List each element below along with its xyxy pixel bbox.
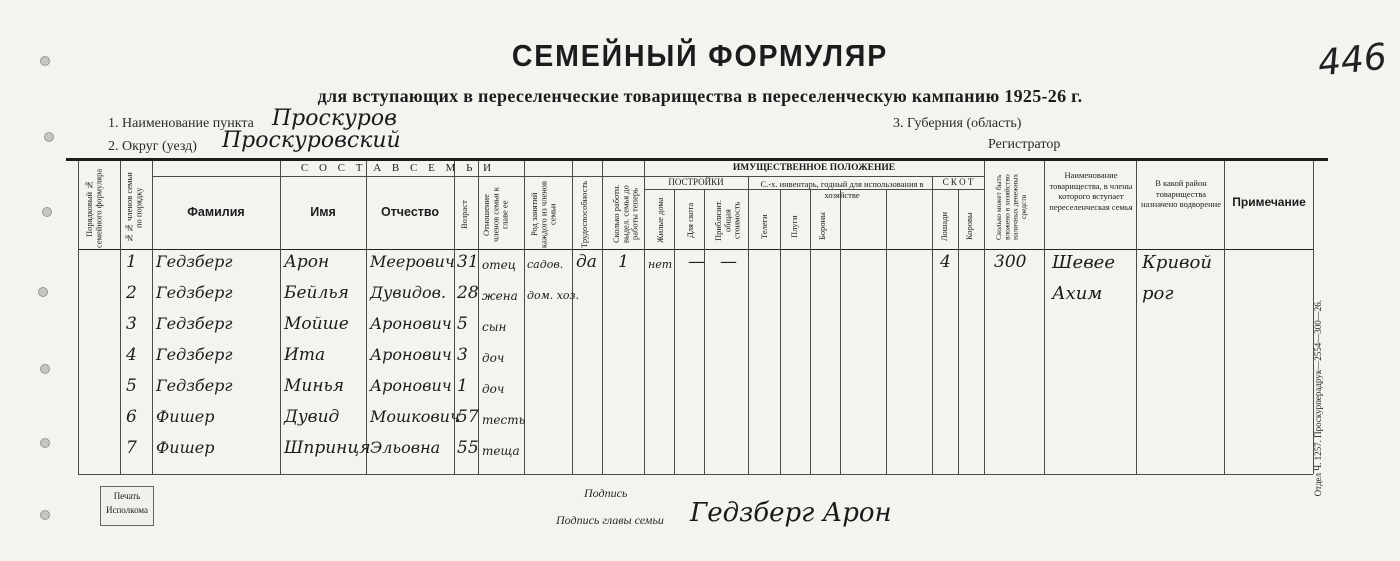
row-surname: Фишер [156,407,215,426]
row-district: рог [1142,283,1174,304]
head-signature-label: Подпись главы семьи [556,513,664,527]
row-surname: Гедзберг [156,376,233,395]
row-relation: сын [482,320,507,334]
item1-value: Проскуров [272,106,397,131]
col-cows-header: Коровы [964,212,974,241]
row-first-name: Бейлья [284,283,349,303]
col-harrows-header: Бороны [817,212,827,241]
row-member-number: 3 [126,314,137,334]
document-title: СЕМЕЙНЫЙ ФОРМУЛЯР [511,38,889,73]
column-divider [78,161,79,474]
row-age: 5 [457,314,468,334]
row-relation: отец [482,258,517,272]
row-patronymic: Мошкович [370,407,460,426]
column-divider [932,176,933,474]
column-divider [886,189,887,474]
row-houses: нет [648,258,673,271]
row-first-name: Ита [284,345,326,365]
row-age: 28 [457,283,479,303]
table-bottom-rule [78,474,1313,475]
col-houses-header: Жилые дома [655,197,665,244]
row-association: Шевее [1052,252,1115,273]
col-relation-header: Отношение членов семьи к главе ее [481,187,510,243]
row-member-number: 4 [126,345,137,365]
item2-value: Проскуровский [222,128,401,153]
row-member-number: 6 [126,407,137,427]
head-signature: Гедзберг Арон [690,498,892,528]
col-money-header: Сколько может быть вложено в хозяйство наличных денежных средств [994,173,1028,241]
column-divider [840,189,841,474]
row-occupation: дом. хоз. [527,289,580,302]
row-first-name: Дувид [284,407,340,427]
row-surname: Гедзберг [156,345,233,364]
row-approx-value: — [720,252,737,272]
column-divider [958,189,959,474]
col-occupation-header: Род занятий каждого из членов семьи [529,180,558,248]
col-approx-header: Приблизит. общая стоимость [713,200,742,241]
column-divider [984,161,985,474]
row-age: 55 [457,438,479,458]
column-divider [1044,161,1045,474]
column-divider [1136,161,1137,474]
col-horses-header: Лошади [939,212,949,241]
punch-hole [42,207,52,217]
row-relation: доч [482,382,505,396]
row-relation: доч [482,351,505,365]
column-divider [602,161,603,474]
punch-hole [44,132,54,142]
row-patronymic: Дувидов. [370,283,447,302]
family-group-rule [152,176,644,177]
printer-note: Отдел Ч. 1257. Проскурперадрук—2554—300—26. [1313,300,1323,497]
livestock-header: С К О Т [942,177,974,187]
punch-hole [40,364,50,374]
col-district-header: В какой район товарищества назначено водворение [1140,178,1221,210]
col-note-header: Примечание [1232,195,1306,209]
row-member-number: 5 [126,376,137,396]
row-relation: тесть [482,413,526,427]
column-divider [454,161,455,474]
row-age: 1 [457,376,468,396]
row-first-name: Арон [284,252,330,272]
row-member-number: 7 [126,438,137,458]
buildings-header: ПОСТРОЙКИ [668,177,724,187]
column-divider [674,189,675,474]
stamp-text: Исполкома [105,504,149,515]
inventory-header: С.-х. инвентарь, годный для использования в хозяйстве [760,179,924,200]
column-divider [572,161,573,474]
row-surname: Гедзберг [156,314,233,333]
col-member-no-header: №№ членов семьи по порядку [124,172,144,244]
item3-label: 3. Губерния (область) [893,116,1022,131]
col-association-header: Наименование товарищества, в члены которого вступает переселенческая семья [1049,170,1133,212]
row-horses: 4 [940,252,951,272]
document-subtitle: для вступающих в переселенческие товарищества в переселенческую кампанию 1925-26 г. [317,86,1083,106]
column-divider [704,189,705,474]
column-divider [810,189,811,474]
row-surname: Гедзберг [156,252,233,271]
col-ploughs-header: Плуги [789,215,799,238]
row-first-name: Мойше [284,314,349,334]
row-relation: теща [482,444,520,458]
table-top-rule [66,158,1328,161]
column-divider [524,161,525,474]
signature-label: Подпись [584,486,628,500]
col-age-header: Возраст [459,200,469,230]
col-patronymic-header: Отчество [380,205,440,219]
stamp-text: Печать [113,491,141,501]
col-ability-header: Трудоспособность [579,180,589,248]
corner-number: 446 [1316,36,1389,85]
row-patronymic: Аронович [370,345,452,364]
row-money: 300 [994,252,1027,272]
row-association: Ахим [1052,283,1103,304]
row-patronymic: Аронович [370,376,452,395]
item1-label: 1. Наименование пункта [108,116,254,131]
col-order-header: Порядковый № семейного формуляра [84,168,104,248]
column-divider [644,161,645,474]
column-divider [780,189,781,474]
row-age: 57 [457,407,479,427]
row-age: 31 [457,252,479,272]
col-carts-header: Телеги [759,214,769,239]
row-member-number: 2 [126,283,137,303]
row-surname: Гедзберг [156,283,233,302]
stamp-box [100,486,154,526]
row-workers: 1 [618,252,629,272]
row-first-name: Шпринця [284,438,371,458]
col-surname-header: Фамилия [187,205,245,219]
property-group-header: ИМУЩЕСТВЕННОЕ ПОЛОЖЕНИЕ [732,163,896,173]
header-bottom-rule [78,249,1313,250]
punch-hole [40,438,50,448]
column-divider [478,161,479,474]
punch-hole [38,287,48,297]
row-cattle-buildings: — [688,252,705,272]
family-group-header: С О С Т А В С Е М Ь И [300,162,496,174]
registrar-label: Регистратор [988,137,1061,152]
row-relation: жена [482,289,518,303]
item2-label: 2. Округ (уезд) [108,139,197,154]
row-surname: Фишер [156,438,215,457]
row-occupation: садов. [527,258,564,271]
col-workers-header: Сколько работн. выдел. семья до работы теперь [611,184,640,244]
row-age: 3 [457,345,468,365]
column-divider [120,161,121,474]
column-divider [748,176,749,474]
row-patronymic: Эльовна [370,438,441,457]
row-patronymic: Аронович [370,314,452,333]
row-first-name: Минья [284,376,345,396]
punch-hole [40,56,50,66]
row-member-number: 1 [126,252,137,272]
punch-hole [40,510,50,520]
row-patronymic: Меерович [370,252,455,271]
row-ability: да [576,252,597,272]
col-cattle-buildings-header: Для скота [685,202,695,239]
col-name-header: Имя [310,205,336,219]
row-district: Кривой [1142,252,1212,273]
